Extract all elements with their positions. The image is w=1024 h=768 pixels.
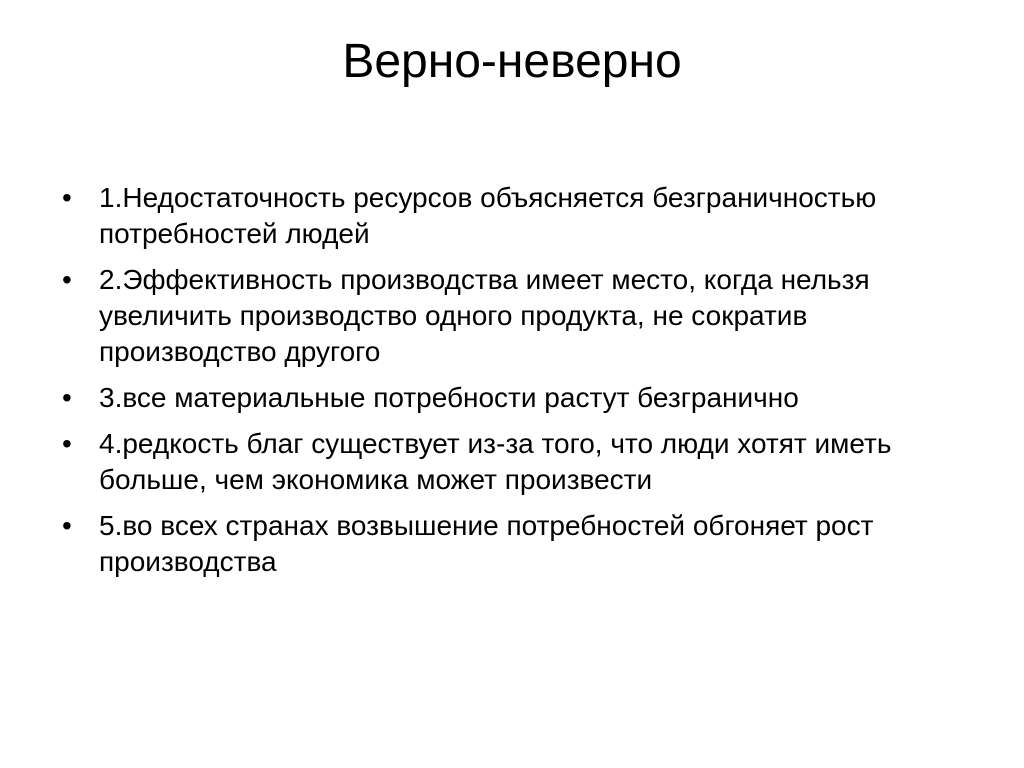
bullet-text: 2.Эффективность производства имеет место, когда нельзя увеличить производство одного продукта, не сократив производство другого [99, 264, 870, 367]
bullet-dot-icon: • [62, 428, 72, 459]
bullet-text: 5.во всех странах возвышение потребностей обгоняет рост производства [99, 510, 874, 577]
bullet-dot-icon: • [62, 510, 72, 541]
bullet-item-4 [62, 426, 982, 498]
bullet-text: 4.редкость благ существует из-за того, что люди хотят иметь больше, чем экономика может произвести [99, 428, 892, 495]
bullet-dot-icon: • [62, 264, 72, 295]
bullet-list [62, 180, 982, 590]
bullet-item-2 [62, 262, 982, 370]
bullet-dot-icon: • [62, 382, 72, 413]
bullet-item-5 [62, 508, 982, 580]
slide-title: Верно-неверно [342, 35, 682, 88]
bullet-dot-icon: • [62, 182, 72, 213]
bullet-text: 1.Недостаточность ресурсов объясняется безграничностью потребностей людей [99, 182, 877, 249]
bullet-item-3 [62, 380, 982, 416]
bullet-text: 3.все материальные потребности растут безгранично [99, 382, 799, 413]
bullet-item-1 [62, 180, 982, 252]
